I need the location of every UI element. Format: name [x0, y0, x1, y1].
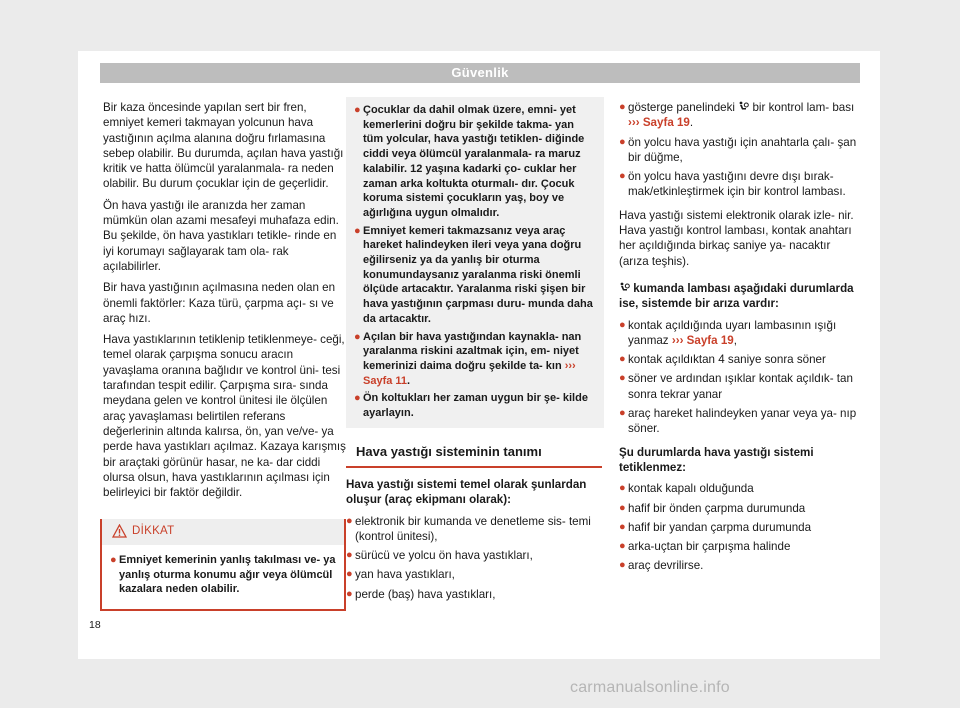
list-item: [619, 406, 859, 437]
bullet-icon: ●: [346, 587, 353, 600]
bullet-icon: ●: [619, 559, 626, 572]
list-item-text: ön yolcu hava yastığını devre dışı bırak- mak/etkinleştirmek için bir kontrol lambası.: [628, 170, 846, 199]
section-heading: [346, 437, 604, 464]
paragraph: Bir kaza öncesinde yapılan sert bir fren, emniyet kemeri takmayan yolcunun hava yastığının açılma alanına doğru fırlamasına sebep olabilir. Bu durumda, açılan hava yastığı kritik ve hatta ölümcül yaralanmala- ra neden olabilir. Bu durum çocuklar için de geçerlidir.: [103, 101, 344, 191]
box-item: [354, 103, 596, 221]
list-item: [619, 135, 859, 166]
fault-heading-text: kumanda lambası aşağıdaki durumlarda ise, sistemde bir arıza vardır:: [619, 281, 854, 311]
box-item-text: Açılan bir hava yastığından kaynakla- nan yaralanma riskini azaltmak için, em- niyet kemerinizi daima doğru şekilde ta- kın: [363, 330, 582, 372]
bullet-icon: ●: [619, 520, 626, 533]
box-item-text: Çocuklar da dahil olmak üzere, emni- yet kemerlerini doğru bir şekilde takma- yan tüm yolcular, hava yastığı tetiklen- diğinde ciddi veya ölümcül yaralanmala- ra maruz kalabilir. 12 yaşına kadarki ço- cuklar her zaman arka koltukta oturmalı- dır. Çocuk koruma sistemi çocukların yaş, boy ve ağırlığına uygun olmalıdır.: [363, 104, 585, 219]
bullet-icon: ●: [110, 554, 117, 566]
list-item: [619, 352, 859, 367]
list-item: [619, 558, 859, 573]
list-item: [619, 520, 859, 535]
page-header: [100, 63, 860, 83]
bullet-icon: ●: [619, 353, 626, 366]
box-item: [354, 391, 596, 420]
box-item: [354, 224, 596, 327]
page-number: 18: [89, 619, 101, 631]
list-item: [619, 481, 859, 496]
bullet-icon: ●: [619, 170, 626, 183]
box-item-text: Ön koltukları her zaman uygun bir şe- kilde ayarlayın.: [363, 392, 588, 420]
fault-heading: [619, 281, 859, 312]
bullet-icon: ●: [346, 514, 353, 527]
box-item: [354, 330, 596, 389]
list-item: [619, 318, 859, 349]
warning-continuation-box: [346, 97, 604, 428]
column-middle-lower: [346, 477, 604, 606]
list-item-text: araç hareket halindeyken yanar veya ya- nıp söner.: [628, 407, 857, 436]
paragraph: Hava yastığı sistemi elektronik olarak izle- nir. Hava yastığı kontrol lambası, kontak anahtarı her açıldığında birkaç saniye ya- nacaktır (arıza teşhis).: [619, 208, 854, 268]
cross-ref-arrows: ›››: [628, 116, 640, 130]
bullet-icon: ●: [619, 135, 626, 148]
paragraph: Bir hava yastığının açılmasına neden olan en önemli faktörler: Kaza türü, çarpma açı- sı ve araç hızı.: [103, 281, 336, 325]
cross-ref-arrows: ›››: [671, 333, 684, 347]
list-item: [346, 548, 604, 563]
list-item: [619, 539, 859, 554]
warning-item: [110, 553, 336, 597]
list-item: [619, 371, 859, 402]
bullet-icon: ●: [354, 104, 361, 116]
column-left: [103, 100, 348, 506]
list-item-text: kontak açıldığında uyarı lambasının ışığı yanmaz: [628, 318, 837, 347]
punctuation: .: [689, 116, 694, 130]
intro-heading: Hava yastığı sistemi temel olarak şunlardan oluşur (araç ekipmanı olarak):: [346, 478, 587, 507]
no-trigger-heading: Şu durumlarda hava yastığı sistemi tetiklenmez:: [619, 445, 814, 474]
column-middle: [346, 97, 604, 428]
page-link[interactable]: Sayfa 19: [642, 116, 690, 130]
warning-box: [100, 519, 346, 611]
section-divider: [346, 466, 602, 468]
list-item: [346, 567, 604, 582]
list-item-text: söner ve ardından ışıklar kontak açıldık- tan sonra tekrar yanar: [628, 372, 853, 401]
list-item-text: sürücü ve yolcu ön hava yastıkları,: [355, 549, 533, 563]
list-item-text: elektronik bir kumanda ve denetleme sis- temi (kontrol ünitesi),: [355, 514, 591, 543]
list-item-text: hafif bir yandan çarpma durumunda: [628, 520, 812, 534]
bullet-icon: ●: [354, 224, 361, 237]
column-right: [619, 100, 859, 578]
warning-triangle-icon: [112, 524, 127, 538]
paragraph: Hava yastıklarının tetiklenip tetiklenmeye- ceği, temel olarak çarpışma sonucu aracın yavaşlama oranına bağlıdır ve kontrol üni- tesi tarafından tespit edilir. Çarpışma sıra- sında meydana gelen ve kontrol ünitesi ile ölçülen araç yavaşlaması belirtilen referans değerlerinin altında kalırsa, ön, yan ve/ve- ya perde hava yastıkları açılmaz. Kazaya karışmış bir araçtaki görünür hasar, ne ka- dar ciddi olursa olsun, hava yastıklarının açılması için belirleyici bir faktör değildir.: [103, 333, 346, 500]
page-title: Güvenlik: [451, 65, 509, 80]
list-item-text: kontak açıldıktan 4 saniye sonra söner: [628, 353, 826, 367]
bullet-icon: ●: [346, 568, 353, 581]
section-title: Hava yastığı sisteminin tanımı: [356, 444, 542, 459]
airbag-warning-lamp-icon: [619, 282, 630, 293]
list-item-text: hafif bir önden çarpma durumunda: [628, 501, 806, 515]
list-item: [346, 587, 604, 602]
punctuation: .: [407, 374, 411, 387]
bullet-icon: ●: [619, 372, 626, 385]
punctuation: ,: [733, 333, 737, 347]
warning-body: [102, 545, 344, 609]
list-item: [619, 100, 859, 131]
bullet-icon: ●: [619, 540, 626, 553]
warning-header: [102, 519, 344, 545]
bullet-icon: ●: [619, 482, 626, 495]
airbag-warning-lamp-icon: [738, 101, 749, 112]
paragraph: Ön hava yastığı ile aranızda her zaman mümkün olan azami mesafeyi muhafaza edin. Bu şekilde, ön hava yastıkları tetikle- rinde en iyi korumayı sağlayarak tam ola- rak açılabilirler.: [103, 198, 339, 273]
list-item: [619, 501, 859, 516]
list-item-text: arka-uçtan bir çarpışma halinde: [628, 540, 791, 554]
list-item-text: gösterge panelindeki: [628, 101, 735, 114]
page-link[interactable]: Sayfa 11: [363, 374, 408, 387]
bullet-icon: ●: [619, 101, 626, 113]
warning-title: DİKKAT: [132, 525, 175, 537]
bullet-icon: ●: [354, 392, 361, 405]
warning-item-text: Emniyet kemerinin yanlış takılması ve- ya yanlış oturma konumu ağır veya ölümcül kazalara neden olabilir.: [119, 554, 336, 595]
bullet-icon: ●: [346, 549, 353, 562]
list-item-text: ön yolcu hava yastığı için anahtarla çalı- şan bir düğme,: [628, 135, 857, 164]
list-item-text: perde (baş) hava yastıkları,: [355, 587, 496, 601]
watermark: carmanualsonline.info: [570, 679, 730, 696]
bullet-icon: ●: [619, 318, 626, 331]
list-item-text: araç devrilirse.: [628, 559, 704, 573]
page-link[interactable]: Sayfa 19: [686, 333, 734, 347]
box-item-text: Emniyet kemeri takmazsanız veya araç hareket halindeyken ileri veya yana doğru eğilirseniz ya da yanlış bir oturma konumundaysanız yaralanma riski önemli ölçüde artacaktır. Yaralanma riski şişen bir hava yastığının çarpması duru- munda daha da artacaktır.: [363, 224, 593, 325]
list-item: [619, 169, 859, 200]
bullet-icon: ●: [354, 330, 361, 343]
bullet-icon: ●: [619, 407, 626, 420]
bullet-icon: ●: [619, 501, 626, 514]
list-item-text: bir kontrol lam- bası: [752, 101, 855, 114]
list-item: [346, 514, 604, 545]
list-item-text: kontak kapalı olduğunda: [628, 482, 754, 496]
cross-ref-arrows: ›››: [564, 359, 576, 372]
list-item-text: yan hava yastıkları,: [355, 568, 455, 582]
